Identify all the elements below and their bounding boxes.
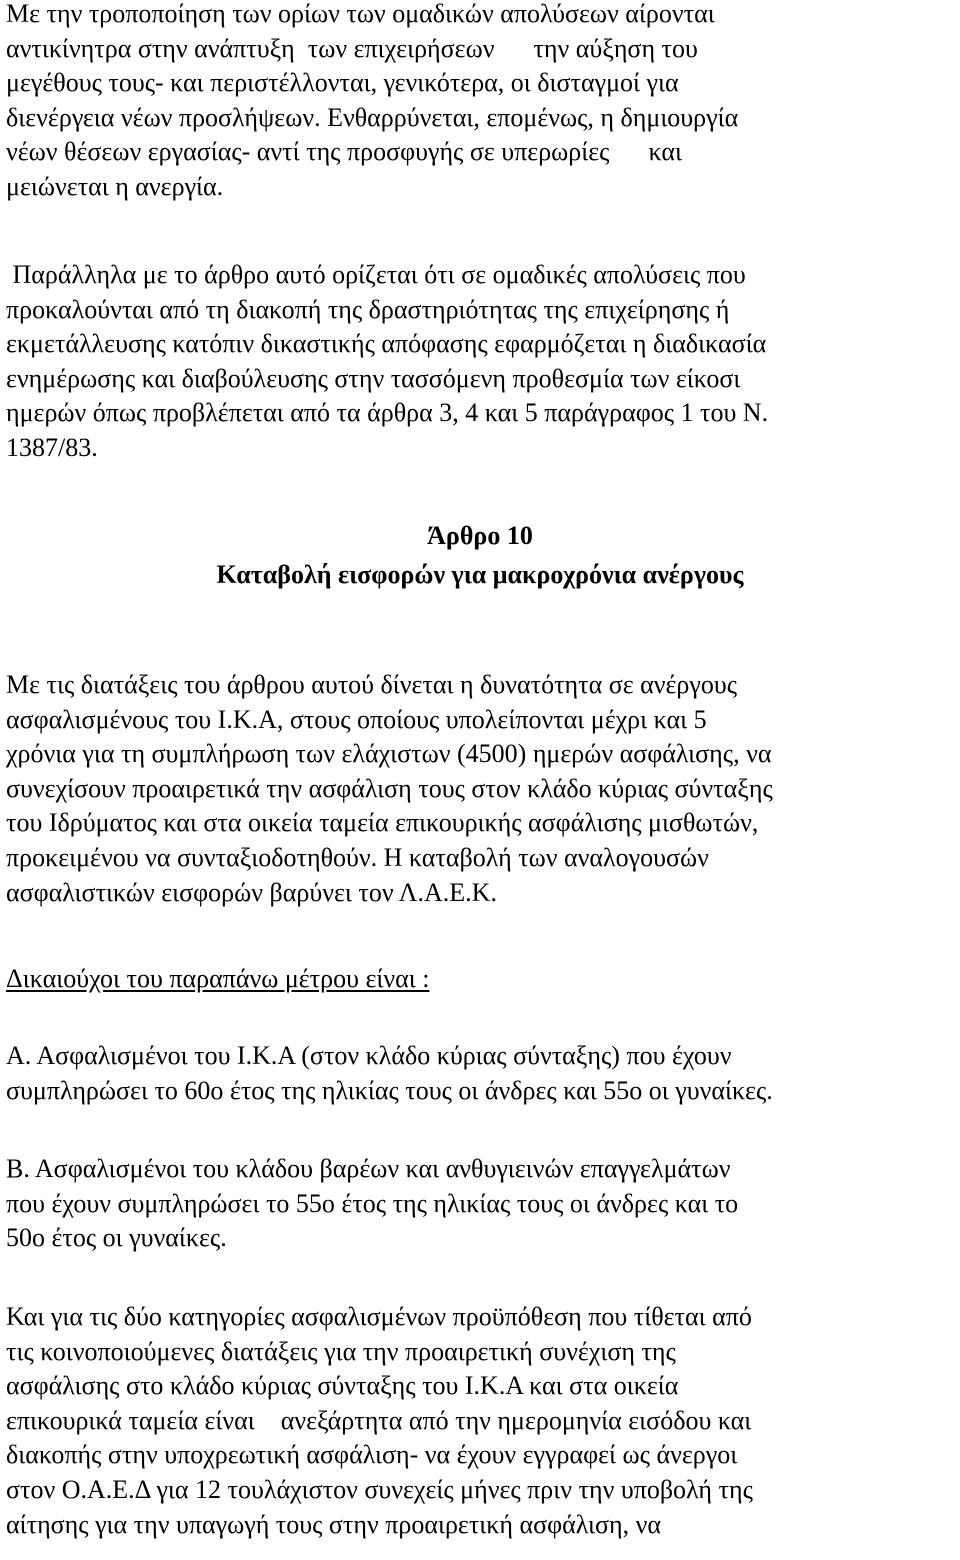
text-line: Με τις διατάξεις του άρθρου αυτού δίνεται η δυνατότητα σε ανέργους — [6, 670, 738, 699]
text-line: προκαλούνται από τη διακοπή της δραστηριότητας της επιχείρησης ή — [6, 294, 730, 324]
text-line: που έχουν συμπληρώσει το 55ο έτος της ηλικίας τους οι άνδρες και το — [6, 1188, 739, 1218]
text-line: ασφαλιστικών εισφορών βαρύνει τον Λ.Α.Ε.Κ. — [6, 877, 497, 907]
text-line: συμπληρώσει το 60ο έτος της ηλικίας τους οι άνδρες και 55ο οι γυναίκες. — [6, 1075, 773, 1105]
text-line: ημερών όπως προβλέπεται από τα άρθρα 3, 4 και 5 παράγραφος 1 του Ν. — [6, 398, 769, 428]
text-line: εκμετάλλευσης κατόπιν δικαστικής απόφασης εφαρμόζεται η διαδικασία — [6, 329, 767, 359]
article-paragraph — [6, 668, 956, 910]
text-line: επικουρικά ταμεία είναι ανεξάρτητα από την ημερομηνία εισόδου και — [6, 1405, 752, 1435]
text-line: διενέργεια νέων προσλήψεων. Ενθαρρύνεται, επομένως, η δημιουργία — [6, 102, 739, 132]
text-line: του Ιδρύματος και στα οικεία ταμεία επικουρικής ασφάλισης μισθωτών, — [6, 808, 759, 838]
text-line: Α. Ασφαλισμένοι του Ι.Κ.Α (στον κλάδο κύριας σύνταξης) που έχουν — [6, 1041, 732, 1070]
text-line: αντικίνητρα στην ανάπτυξη των επιχειρήσεων την αύξηση του — [6, 33, 698, 63]
text-line: 50ο έτος οι γυναίκες. — [6, 1223, 227, 1253]
text-line: διακοπής στην υποχρεωτική ασφάλιση- να έχουν εγγραφεί ως άνεργοι — [6, 1440, 738, 1470]
second-paragraph — [6, 258, 956, 466]
text-line: Παράλληλα με το άρθρο αυτό ορίζεται ότι σε ομαδικές απολύσεις που — [6, 260, 746, 289]
text-line: 1387/83. — [6, 432, 98, 462]
article-heading: Άρθρο 10 — [427, 521, 533, 550]
text-line: Β. Ασφαλισμένοι του κλάδου βαρέων και ανθυγιεινών επαγγελμάτων — [6, 1154, 731, 1183]
final-paragraph — [6, 1300, 956, 1542]
text-line: μειώνεται η ανεργία. — [6, 171, 224, 201]
beneficiaries-heading-text: Δικαιούχοι του παραπάνω μέτρου είναι : — [6, 964, 430, 993]
text-line: στον Ο.Α.Ε.Δ για 12 τουλάχιστον συνεχείς μήνες πριν την υποβολή της — [6, 1474, 753, 1504]
text-line: μεγέθους τους- και περιστέλλονται, γενικότερα, οι δισταγμοί για — [6, 68, 679, 98]
text-line: προκειμένου να συνταξιοδοτηθούν. Η καταβολή των αναλογουσών — [6, 842, 709, 872]
text-line: χρόνια για τη συμπλήρωση των ελάχιστων (4500) ημερών ασφάλισης, να — [6, 739, 772, 769]
text-line: τις κοινοποιούμενες διατάξεις για την προαιρετική συνέχιση της — [6, 1336, 676, 1366]
text-line: αίτησης για την υπαγωγή τους στην προαιρετική ασφάλιση, να — [6, 1509, 662, 1539]
text-line: ασφαλισμένους του Ι.Κ.Α, στους οποίους υπολείπονται μέχρι και 5 — [6, 704, 707, 734]
text-line: συνεχίσουν προαιρετικά την ασφάλιση τους στον κλάδο κύριας σύνταξης — [6, 773, 773, 803]
beneficiary-item-b — [6, 1152, 956, 1256]
beneficiaries-heading — [6, 962, 956, 997]
intro-paragraph — [6, 0, 956, 205]
beneficiary-item-a — [6, 1039, 956, 1108]
text-line: ενημέρωσης και διαβούλευσης στην τασσόμενη προθεσμία των είκοσι — [6, 363, 741, 393]
text-line: Με την τροποποίηση των ορίων των ομαδικών απολύσεων αίρονται — [6, 0, 715, 28]
text-line: ασφάλισης στο κλάδο κύριας σύνταξης του Ι.Κ.Α και στα οικεία — [6, 1371, 679, 1401]
article-title: Καταβολή εισφορών για μακροχρόνια ανέργους — [216, 560, 744, 589]
text-line: νέων θέσεων εργασίας- αντί της προσφυγής σε υπερωρίες και — [6, 137, 682, 167]
text-line: Και για τις δύο κατηγορίες ασφαλισμένων προϋπόθεση που τίθεται από — [6, 1302, 752, 1331]
